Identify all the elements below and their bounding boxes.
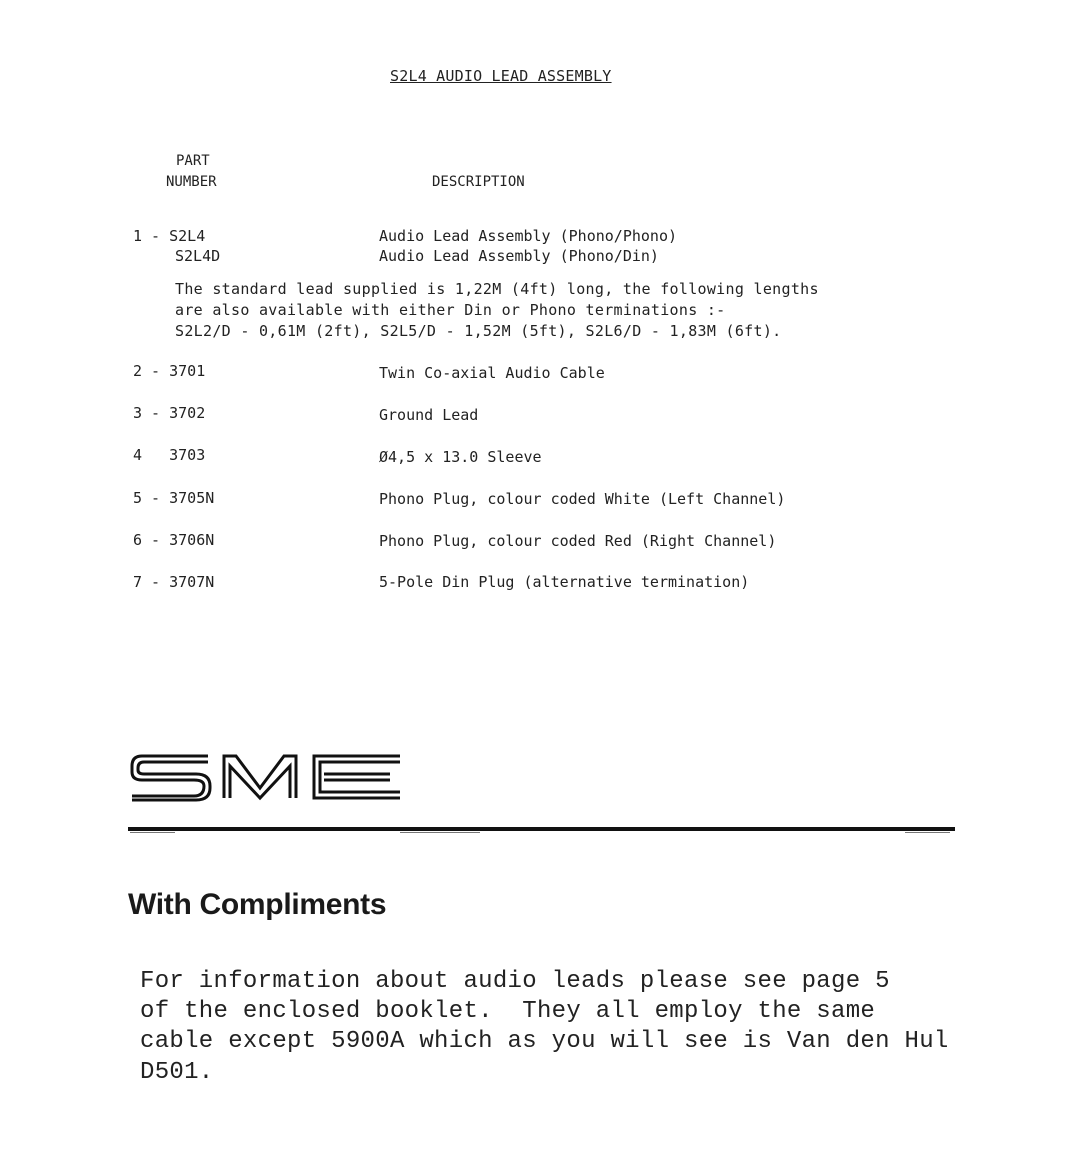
part-column-header-line1: PART	[176, 153, 210, 169]
document-title: S2L4 AUDIO LEAD ASSEMBLY	[390, 67, 612, 85]
divider-trace	[905, 832, 950, 833]
part-number: S2L4D	[175, 247, 221, 265]
part-number: 4 3703	[133, 446, 206, 464]
part-description: Ø4,5 x 13.0 Sleeve	[379, 448, 542, 466]
sme-logo	[128, 752, 403, 802]
part-description: 5-Pole Din Plug (alternative termination)	[379, 573, 750, 591]
message-line: of the enclosed booklet. They all employ the same	[140, 998, 876, 1025]
message-line: D501.	[140, 1059, 214, 1086]
part-number: 5 - 3705N	[133, 489, 215, 507]
part-column-header-line2: NUMBER	[166, 174, 217, 190]
part-number: 7 - 3707N	[133, 573, 215, 591]
message-line: cable except 5900A which as you will see is Van den Hul	[140, 1028, 949, 1055]
length-note-line: are also available with either Din or Phono terminations :-	[175, 301, 726, 319]
description-column-header: DESCRIPTION	[432, 174, 525, 190]
part-description: Audio Lead Assembly (Phono/Din)	[379, 247, 659, 265]
part-description: Phono Plug, colour coded Red (Right Channel)	[379, 532, 777, 550]
part-description: Audio Lead Assembly (Phono/Phono)	[379, 227, 678, 245]
part-description: Twin Co-axial Audio Cable	[379, 364, 605, 382]
length-note-line: The standard lead supplied is 1,22M (4ft) long, the following lengths	[175, 280, 819, 298]
part-number: 2 - 3701	[133, 362, 206, 380]
divider-trace	[130, 832, 175, 833]
length-note-line: S2L2/D - 0,61M (2ft), S2L5/D - 1,52M (5ft), S2L6/D - 1,83M (6ft).	[175, 322, 782, 340]
part-number: 3 - 3702	[133, 404, 206, 422]
part-description: Phono Plug, colour coded White (Left Channel)	[379, 490, 786, 508]
message-line: For information about audio leads please see page 5	[140, 968, 890, 995]
compliments-heading: With Compliments	[128, 888, 387, 921]
part-description: Ground Lead	[379, 406, 479, 424]
part-number: 1 - S2L4	[133, 227, 206, 245]
divider-trace	[400, 832, 480, 833]
divider-rule	[128, 827, 955, 831]
part-number: 6 - 3706N	[133, 531, 215, 549]
